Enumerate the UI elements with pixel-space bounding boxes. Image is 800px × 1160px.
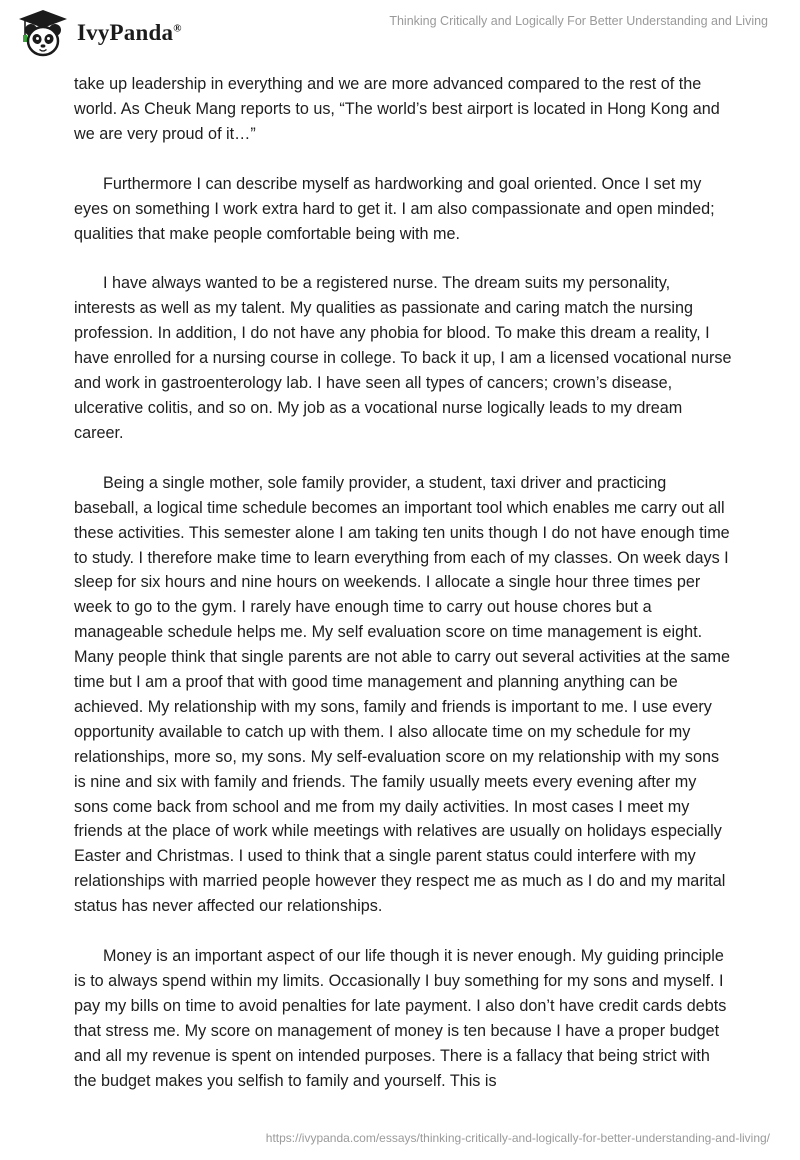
essay-body — [74, 72, 734, 1119]
page-header — [0, 0, 800, 62]
paragraph: Money is an important aspect of our life though it is never enough. My guiding principle is to always spend within my limits. Occasionally I buy something for my sons and myself. I pay my bills on time to avoid penalties for late payment. I also don’t have credit cards debts that stress me. My score on management of money is ten because I have a proper budget and all my revenue is spent on intended purposes. There is a fallacy that being strict with the budget makes you selfish to family and yourself. This is — [74, 947, 727, 1090]
paragraph: take up leadership in everything and we are more advanced compared to the rest of the world. As Cheuk Mang reports to us, “The world’s best airport is located in Hong Kong and we are very proud of it…” — [74, 75, 720, 143]
source-url[interactable]: https://ivypanda.com/essays/thinking-critically-and-logically-for-better-understanding-and-living/ — [265, 1131, 770, 1145]
brand-name: IvyPanda® — [77, 20, 182, 45]
paragraph: Being a single mother, sole family provider, a student, taxi driver and practicing baseball, a logical time schedule becomes an important tool which enables me carry out all these activities. This semester alone I am taking ten units though I do not have enough time to study. I therefore make time to learn everything from each of my classes. On week days I sleep for six hours and nine hours on weekends. I allocate a single hour three times per week to go to the gym. I rarely have enough time to carry out house chores but a manageable schedule helps me. My self evaluation score on time management is eight. Many people think that single parents are not able to carry out several activities at the same time but I am a proof that with good time management and planning anything can be achieved. My relationship with my sons, family and friends is important to me. I use every opportunity available to catch up with them. I also allocate time on my schedule for my relationships, more so, my sons. My self-evaluation score on my relationship with my sons is nine and six with family and friends. The family usually meets every evening after my sons come back from school and me from my daily activities. In most cases I meet my friends at the place of work while meetings with relatives are usually on holidays especially Easter and Christmas. I used to think that a single parent status could interfere with my relationships with married people however they respect me as much as I do and my marital status has never affected our relationships. — [74, 473, 730, 916]
paragraph: I have always wanted to be a registered nurse. The dream suits my personality, interests as well as my talent. My qualities as passionate and caring match the nursing profession. In addition, I do not have any phobia for blood. To make this dream a reality, I have enrolled for a nursing course in college. To back it up, I am a licensed vocational nurse and work in gastroenterology lab. I have seen all types of cancers; crown’s disease, ulcerative colitis, and so on. My job as a vocational nurse logically leads to my dream career. — [74, 274, 732, 442]
registered-mark: ® — [173, 22, 182, 35]
paragraph: Furthermore I can describe myself as hardworking and goal oriented. Once I set my eyes on something I work extra hard to get it. I am also compassionate and open minded; qualities that make people comfortable being with me. — [74, 174, 715, 243]
document-title: Thinking Critically and Logically For Better Understanding and Living — [389, 14, 768, 28]
panda-graduate-icon — [14, 8, 72, 58]
logo[interactable] — [14, 8, 182, 58]
